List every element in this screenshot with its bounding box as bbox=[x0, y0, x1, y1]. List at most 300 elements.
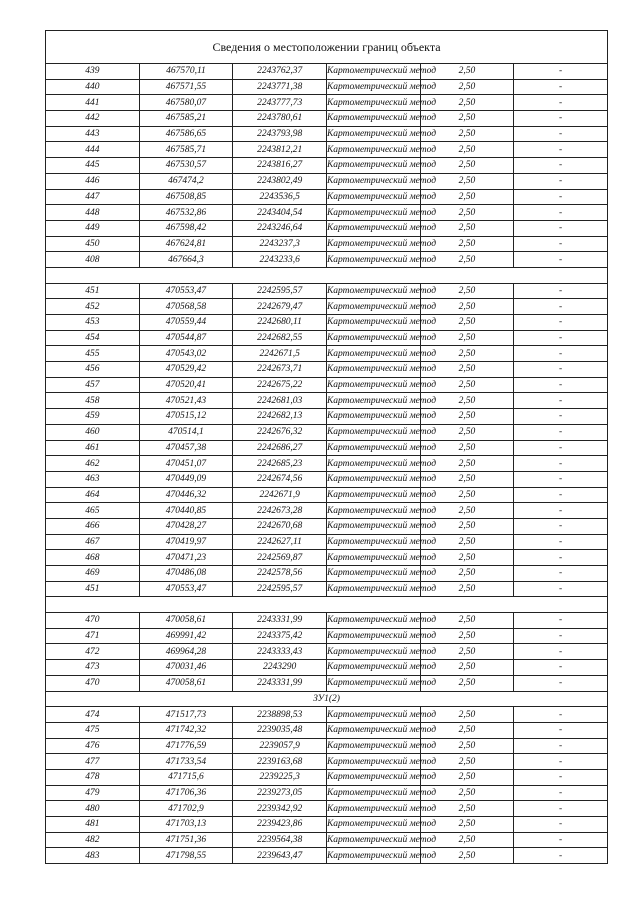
x-coordinate-cell: 470553,47 bbox=[139, 581, 233, 597]
point-number-cell: 475 bbox=[46, 722, 140, 738]
x-coordinate-cell: 470419,97 bbox=[139, 534, 233, 550]
accuracy-cell: 2,50 bbox=[420, 299, 514, 315]
description-cell: - bbox=[514, 613, 608, 629]
accuracy-cell: 2,50 bbox=[420, 738, 514, 754]
x-coordinate-cell: 470058,61 bbox=[139, 613, 233, 629]
section-label bbox=[46, 267, 608, 283]
separator-row bbox=[46, 691, 608, 707]
description-cell: - bbox=[514, 377, 608, 393]
method-cell: Картометрический метод bbox=[326, 628, 420, 644]
description-cell: - bbox=[514, 754, 608, 770]
y-coordinate-cell: 2242569,87 bbox=[233, 550, 327, 566]
table-row bbox=[46, 817, 608, 833]
method-cell: Картометрический метод bbox=[326, 550, 420, 566]
y-coordinate-cell: 2242675,22 bbox=[233, 377, 327, 393]
point-number-cell: 444 bbox=[46, 142, 140, 158]
point-number-cell: 478 bbox=[46, 769, 140, 785]
table-row bbox=[46, 362, 608, 378]
method-cell: Картометрический метод bbox=[326, 315, 420, 331]
table-row bbox=[46, 471, 608, 487]
accuracy-cell: 2,50 bbox=[420, 644, 514, 660]
x-coordinate-cell: 470451,07 bbox=[139, 456, 233, 472]
method-cell: Картометрический метод bbox=[326, 675, 420, 691]
description-cell: - bbox=[514, 487, 608, 503]
table-row bbox=[46, 283, 608, 299]
description-cell: - bbox=[514, 220, 608, 236]
accuracy-cell: 2,50 bbox=[420, 801, 514, 817]
method-cell: Картометрический метод bbox=[326, 440, 420, 456]
point-number-cell: 451 bbox=[46, 581, 140, 597]
accuracy-cell: 2,50 bbox=[420, 503, 514, 519]
y-coordinate-cell: 2243375,42 bbox=[233, 628, 327, 644]
point-number-cell: 470 bbox=[46, 613, 140, 629]
description-cell: - bbox=[514, 252, 608, 268]
x-coordinate-cell: 470544,87 bbox=[139, 330, 233, 346]
description-cell: - bbox=[514, 409, 608, 425]
description-cell: - bbox=[514, 64, 608, 80]
description-cell: - bbox=[514, 346, 608, 362]
description-cell: - bbox=[514, 205, 608, 221]
table-row bbox=[46, 299, 608, 315]
accuracy-cell: 2,50 bbox=[420, 566, 514, 582]
x-coordinate-cell: 471703,13 bbox=[139, 817, 233, 833]
method-cell: Картометрический метод bbox=[326, 456, 420, 472]
method-cell: Картометрический метод bbox=[326, 817, 420, 833]
x-coordinate-cell: 470514,1 bbox=[139, 424, 233, 440]
description-cell: - bbox=[514, 550, 608, 566]
description-cell: - bbox=[514, 660, 608, 676]
point-number-cell: 467 bbox=[46, 534, 140, 550]
table-row bbox=[46, 550, 608, 566]
accuracy-cell: 2,50 bbox=[420, 362, 514, 378]
method-cell: Картометрический метод bbox=[326, 79, 420, 95]
x-coordinate-cell: 471776,59 bbox=[139, 738, 233, 754]
accuracy-cell: 2,50 bbox=[420, 95, 514, 111]
x-coordinate-cell: 467664,3 bbox=[139, 252, 233, 268]
point-number-cell: 459 bbox=[46, 409, 140, 425]
accuracy-cell: 2,50 bbox=[420, 660, 514, 676]
title-row bbox=[46, 31, 608, 64]
method-cell: Картометрический метод bbox=[326, 754, 420, 770]
y-coordinate-cell: 2243802,49 bbox=[233, 173, 327, 189]
accuracy-cell: 2,50 bbox=[420, 817, 514, 833]
table-row bbox=[46, 252, 608, 268]
method-cell: Картометрический метод bbox=[326, 801, 420, 817]
point-number-cell: 448 bbox=[46, 205, 140, 221]
description-cell: - bbox=[514, 738, 608, 754]
description-cell: - bbox=[514, 315, 608, 331]
y-coordinate-cell: 2242676,32 bbox=[233, 424, 327, 440]
method-cell: Картометрический метод bbox=[326, 299, 420, 315]
description-cell: - bbox=[514, 675, 608, 691]
x-coordinate-cell: 470457,38 bbox=[139, 440, 233, 456]
description-cell: - bbox=[514, 644, 608, 660]
accuracy-cell: 2,50 bbox=[420, 707, 514, 723]
y-coordinate-cell: 2242595,57 bbox=[233, 581, 327, 597]
accuracy-cell: 2,50 bbox=[420, 581, 514, 597]
method-cell: Картометрический метод bbox=[326, 566, 420, 582]
table-row bbox=[46, 142, 608, 158]
y-coordinate-cell: 2242673,71 bbox=[233, 362, 327, 378]
method-cell: Картометрический метод bbox=[326, 487, 420, 503]
table-row bbox=[46, 613, 608, 629]
accuracy-cell: 2,50 bbox=[420, 393, 514, 409]
y-coordinate-cell: 2242595,57 bbox=[233, 283, 327, 299]
accuracy-cell: 2,50 bbox=[420, 409, 514, 425]
method-cell: Картометрический метод bbox=[326, 644, 420, 660]
y-coordinate-cell: 2243404,54 bbox=[233, 205, 327, 221]
description-cell: - bbox=[514, 503, 608, 519]
method-cell: Картометрический метод bbox=[326, 64, 420, 80]
y-coordinate-cell: 2239643,47 bbox=[233, 848, 327, 864]
accuracy-cell: 2,50 bbox=[420, 785, 514, 801]
table-title: Сведения о местоположении границ объекта bbox=[46, 31, 608, 64]
x-coordinate-cell: 471517,73 bbox=[139, 707, 233, 723]
x-coordinate-cell: 471742,32 bbox=[139, 722, 233, 738]
accuracy-cell: 2,50 bbox=[420, 675, 514, 691]
method-cell: Картометрический метод bbox=[326, 503, 420, 519]
y-coordinate-cell: 2239342,92 bbox=[233, 801, 327, 817]
description-cell: - bbox=[514, 158, 608, 174]
point-number-cell: 445 bbox=[46, 158, 140, 174]
method-cell: Картометрический метод bbox=[326, 95, 420, 111]
method-cell: Картометрический метод bbox=[326, 252, 420, 268]
table-row bbox=[46, 79, 608, 95]
point-number-cell: 481 bbox=[46, 817, 140, 833]
table-row bbox=[46, 754, 608, 770]
x-coordinate-cell: 471715,6 bbox=[139, 769, 233, 785]
x-coordinate-cell: 470058,61 bbox=[139, 675, 233, 691]
x-coordinate-cell: 470543,02 bbox=[139, 346, 233, 362]
point-number-cell: 439 bbox=[46, 64, 140, 80]
table-row bbox=[46, 738, 608, 754]
section-label: ЗУ1(2) bbox=[46, 691, 608, 707]
accuracy-cell: 2,50 bbox=[420, 769, 514, 785]
method-cell: Картометрический метод bbox=[326, 236, 420, 252]
description-cell: - bbox=[514, 126, 608, 142]
table-row bbox=[46, 64, 608, 80]
method-cell: Картометрический метод bbox=[326, 581, 420, 597]
accuracy-cell: 2,50 bbox=[420, 613, 514, 629]
table-row bbox=[46, 707, 608, 723]
description-cell: - bbox=[514, 848, 608, 864]
point-number-cell: 466 bbox=[46, 518, 140, 534]
point-number-cell: 461 bbox=[46, 440, 140, 456]
description-cell: - bbox=[514, 534, 608, 550]
method-cell: Картометрический метод bbox=[326, 142, 420, 158]
description-cell: - bbox=[514, 173, 608, 189]
y-coordinate-cell: 2239163,68 bbox=[233, 754, 327, 770]
table-row bbox=[46, 628, 608, 644]
accuracy-cell: 2,50 bbox=[420, 126, 514, 142]
point-number-cell: 408 bbox=[46, 252, 140, 268]
y-coordinate-cell: 2243762,37 bbox=[233, 64, 327, 80]
method-cell: Картометрический метод bbox=[326, 534, 420, 550]
accuracy-cell: 2,50 bbox=[420, 848, 514, 864]
method-cell: Картометрический метод bbox=[326, 409, 420, 425]
accuracy-cell: 2,50 bbox=[420, 487, 514, 503]
point-number-cell: 463 bbox=[46, 471, 140, 487]
method-cell: Картометрический метод bbox=[326, 769, 420, 785]
accuracy-cell: 2,50 bbox=[420, 252, 514, 268]
table-row bbox=[46, 801, 608, 817]
point-number-cell: 464 bbox=[46, 487, 140, 503]
point-number-cell: 450 bbox=[46, 236, 140, 252]
table-row bbox=[46, 644, 608, 660]
y-coordinate-cell: 2242686,27 bbox=[233, 440, 327, 456]
x-coordinate-cell: 470515,12 bbox=[139, 409, 233, 425]
y-coordinate-cell: 2242681,03 bbox=[233, 393, 327, 409]
point-number-cell: 449 bbox=[46, 220, 140, 236]
point-number-cell: 456 bbox=[46, 362, 140, 378]
accuracy-cell: 2,50 bbox=[420, 628, 514, 644]
y-coordinate-cell: 2242670,68 bbox=[233, 518, 327, 534]
x-coordinate-cell: 471702,9 bbox=[139, 801, 233, 817]
method-cell: Картометрический метод bbox=[326, 832, 420, 848]
separator-row bbox=[46, 597, 608, 613]
point-number-cell: 452 bbox=[46, 299, 140, 315]
table-row bbox=[46, 346, 608, 362]
description-cell: - bbox=[514, 628, 608, 644]
accuracy-cell: 2,50 bbox=[420, 330, 514, 346]
table-row bbox=[46, 330, 608, 346]
x-coordinate-cell: 470031,46 bbox=[139, 660, 233, 676]
table-row bbox=[46, 456, 608, 472]
y-coordinate-cell: 2239273,05 bbox=[233, 785, 327, 801]
table-row bbox=[46, 487, 608, 503]
x-coordinate-cell: 469991,42 bbox=[139, 628, 233, 644]
description-cell: - bbox=[514, 518, 608, 534]
accuracy-cell: 2,50 bbox=[420, 173, 514, 189]
point-number-cell: 460 bbox=[46, 424, 140, 440]
point-number-cell: 472 bbox=[46, 644, 140, 660]
accuracy-cell: 2,50 bbox=[420, 283, 514, 299]
accuracy-cell: 2,50 bbox=[420, 79, 514, 95]
y-coordinate-cell: 2243536,5 bbox=[233, 189, 327, 205]
description-cell: - bbox=[514, 785, 608, 801]
method-cell: Картометрический метод bbox=[326, 518, 420, 534]
y-coordinate-cell: 2243331,99 bbox=[233, 613, 327, 629]
point-number-cell: 443 bbox=[46, 126, 140, 142]
y-coordinate-cell: 2242680,11 bbox=[233, 315, 327, 331]
x-coordinate-cell: 470440,85 bbox=[139, 503, 233, 519]
x-coordinate-cell: 470428,27 bbox=[139, 518, 233, 534]
x-coordinate-cell: 469964,28 bbox=[139, 644, 233, 660]
method-cell: Картометрический метод bbox=[326, 330, 420, 346]
x-coordinate-cell: 470559,44 bbox=[139, 315, 233, 331]
y-coordinate-cell: 2243780,61 bbox=[233, 111, 327, 127]
description-cell: - bbox=[514, 566, 608, 582]
table-row bbox=[46, 440, 608, 456]
separator-row bbox=[46, 267, 608, 283]
table-row bbox=[46, 158, 608, 174]
y-coordinate-cell: 2243233,6 bbox=[233, 252, 327, 268]
point-number-cell: 455 bbox=[46, 346, 140, 362]
method-cell: Картометрический метод bbox=[326, 707, 420, 723]
y-coordinate-cell: 2243237,3 bbox=[233, 236, 327, 252]
y-coordinate-cell: 2239225,3 bbox=[233, 769, 327, 785]
description-cell: - bbox=[514, 722, 608, 738]
table-row bbox=[46, 518, 608, 534]
x-coordinate-cell: 470486,08 bbox=[139, 566, 233, 582]
table-row bbox=[46, 566, 608, 582]
table-row bbox=[46, 377, 608, 393]
accuracy-cell: 2,50 bbox=[420, 722, 514, 738]
y-coordinate-cell: 2243793,98 bbox=[233, 126, 327, 142]
x-coordinate-cell: 467570,11 bbox=[139, 64, 233, 80]
table-row bbox=[46, 205, 608, 221]
y-coordinate-cell: 2243333,43 bbox=[233, 644, 327, 660]
x-coordinate-cell: 467532,86 bbox=[139, 205, 233, 221]
y-coordinate-cell: 2239057,9 bbox=[233, 738, 327, 754]
table-row bbox=[46, 534, 608, 550]
description-cell: - bbox=[514, 393, 608, 409]
table-row bbox=[46, 503, 608, 519]
table-row bbox=[46, 424, 608, 440]
y-coordinate-cell: 2242578,56 bbox=[233, 566, 327, 582]
point-number-cell: 458 bbox=[46, 393, 140, 409]
table-row bbox=[46, 189, 608, 205]
section-label bbox=[46, 597, 608, 613]
table-row bbox=[46, 848, 608, 864]
method-cell: Картометрический метод bbox=[326, 738, 420, 754]
point-number-cell: 442 bbox=[46, 111, 140, 127]
method-cell: Картометрический метод bbox=[326, 660, 420, 676]
accuracy-cell: 2,50 bbox=[420, 236, 514, 252]
method-cell: Картометрический метод bbox=[326, 283, 420, 299]
method-cell: Картометрический метод bbox=[326, 205, 420, 221]
x-coordinate-cell: 470446,32 bbox=[139, 487, 233, 503]
x-coordinate-cell: 470553,47 bbox=[139, 283, 233, 299]
point-number-cell: 470 bbox=[46, 675, 140, 691]
method-cell: Картометрический метод bbox=[326, 173, 420, 189]
method-cell: Картометрический метод bbox=[326, 220, 420, 236]
point-number-cell: 480 bbox=[46, 801, 140, 817]
y-coordinate-cell: 2242682,13 bbox=[233, 409, 327, 425]
accuracy-cell: 2,50 bbox=[420, 456, 514, 472]
method-cell: Картометрический метод bbox=[326, 377, 420, 393]
x-coordinate-cell: 467508,85 bbox=[139, 189, 233, 205]
x-coordinate-cell: 467474,2 bbox=[139, 173, 233, 189]
point-number-cell: 482 bbox=[46, 832, 140, 848]
y-coordinate-cell: 2242671,9 bbox=[233, 487, 327, 503]
accuracy-cell: 2,50 bbox=[420, 377, 514, 393]
x-coordinate-cell: 471798,55 bbox=[139, 848, 233, 864]
table-row bbox=[46, 111, 608, 127]
document-sheet bbox=[45, 30, 608, 864]
method-cell: Картометрический метод bbox=[326, 613, 420, 629]
y-coordinate-cell: 2242685,23 bbox=[233, 456, 327, 472]
x-coordinate-cell: 471751,36 bbox=[139, 832, 233, 848]
accuracy-cell: 2,50 bbox=[420, 518, 514, 534]
description-cell: - bbox=[514, 79, 608, 95]
x-coordinate-cell: 470568,58 bbox=[139, 299, 233, 315]
point-number-cell: 483 bbox=[46, 848, 140, 864]
description-cell: - bbox=[514, 817, 608, 833]
accuracy-cell: 2,50 bbox=[420, 315, 514, 331]
method-cell: Картометрический метод bbox=[326, 189, 420, 205]
description-cell: - bbox=[514, 299, 608, 315]
description-cell: - bbox=[514, 142, 608, 158]
accuracy-cell: 2,50 bbox=[420, 189, 514, 205]
description-cell: - bbox=[514, 471, 608, 487]
point-number-cell: 462 bbox=[46, 456, 140, 472]
method-cell: Картометрический метод bbox=[326, 848, 420, 864]
point-number-cell: 453 bbox=[46, 315, 140, 331]
table-row bbox=[46, 236, 608, 252]
table-row bbox=[46, 660, 608, 676]
x-coordinate-cell: 470449,09 bbox=[139, 471, 233, 487]
point-number-cell: 471 bbox=[46, 628, 140, 644]
method-cell: Картометрический метод bbox=[326, 362, 420, 378]
point-number-cell: 469 bbox=[46, 566, 140, 582]
accuracy-cell: 2,50 bbox=[420, 424, 514, 440]
accuracy-cell: 2,50 bbox=[420, 205, 514, 221]
y-coordinate-cell: 2242671,5 bbox=[233, 346, 327, 362]
table-row bbox=[46, 675, 608, 691]
method-cell: Картометрический метод bbox=[326, 158, 420, 174]
x-coordinate-cell: 467580,07 bbox=[139, 95, 233, 111]
point-number-cell: 477 bbox=[46, 754, 140, 770]
x-coordinate-cell: 471733,54 bbox=[139, 754, 233, 770]
description-cell: - bbox=[514, 581, 608, 597]
point-number-cell: 454 bbox=[46, 330, 140, 346]
y-coordinate-cell: 2239564,38 bbox=[233, 832, 327, 848]
y-coordinate-cell: 2239423,86 bbox=[233, 817, 327, 833]
table-row bbox=[46, 393, 608, 409]
y-coordinate-cell: 2243771,38 bbox=[233, 79, 327, 95]
method-cell: Картометрический метод bbox=[326, 393, 420, 409]
point-number-cell: 479 bbox=[46, 785, 140, 801]
y-coordinate-cell: 2243290 bbox=[233, 660, 327, 676]
x-coordinate-cell: 467585,71 bbox=[139, 142, 233, 158]
description-cell: - bbox=[514, 111, 608, 127]
description-cell: - bbox=[514, 362, 608, 378]
x-coordinate-cell: 467571,55 bbox=[139, 79, 233, 95]
x-coordinate-cell: 467530,57 bbox=[139, 158, 233, 174]
point-number-cell: 476 bbox=[46, 738, 140, 754]
accuracy-cell: 2,50 bbox=[420, 550, 514, 566]
y-coordinate-cell: 2243812,21 bbox=[233, 142, 327, 158]
y-coordinate-cell: 2243331,99 bbox=[233, 675, 327, 691]
y-coordinate-cell: 2242627,11 bbox=[233, 534, 327, 550]
method-cell: Картометрический метод bbox=[326, 424, 420, 440]
description-cell: - bbox=[514, 769, 608, 785]
point-number-cell: 468 bbox=[46, 550, 140, 566]
accuracy-cell: 2,50 bbox=[420, 111, 514, 127]
x-coordinate-cell: 467586,65 bbox=[139, 126, 233, 142]
method-cell: Картометрический метод bbox=[326, 111, 420, 127]
method-cell: Картометрический метод bbox=[326, 722, 420, 738]
x-coordinate-cell: 467624,81 bbox=[139, 236, 233, 252]
x-coordinate-cell: 470520,41 bbox=[139, 377, 233, 393]
description-cell: - bbox=[514, 330, 608, 346]
x-coordinate-cell: 467598,42 bbox=[139, 220, 233, 236]
accuracy-cell: 2,50 bbox=[420, 142, 514, 158]
table-row bbox=[46, 769, 608, 785]
point-number-cell: 465 bbox=[46, 503, 140, 519]
method-cell: Картометрический метод bbox=[326, 346, 420, 362]
description-cell: - bbox=[514, 801, 608, 817]
point-number-cell: 446 bbox=[46, 173, 140, 189]
x-coordinate-cell: 471706,36 bbox=[139, 785, 233, 801]
point-number-cell: 473 bbox=[46, 660, 140, 676]
description-cell: - bbox=[514, 456, 608, 472]
point-number-cell: 447 bbox=[46, 189, 140, 205]
accuracy-cell: 2,50 bbox=[420, 64, 514, 80]
table-row bbox=[46, 409, 608, 425]
table-row bbox=[46, 220, 608, 236]
